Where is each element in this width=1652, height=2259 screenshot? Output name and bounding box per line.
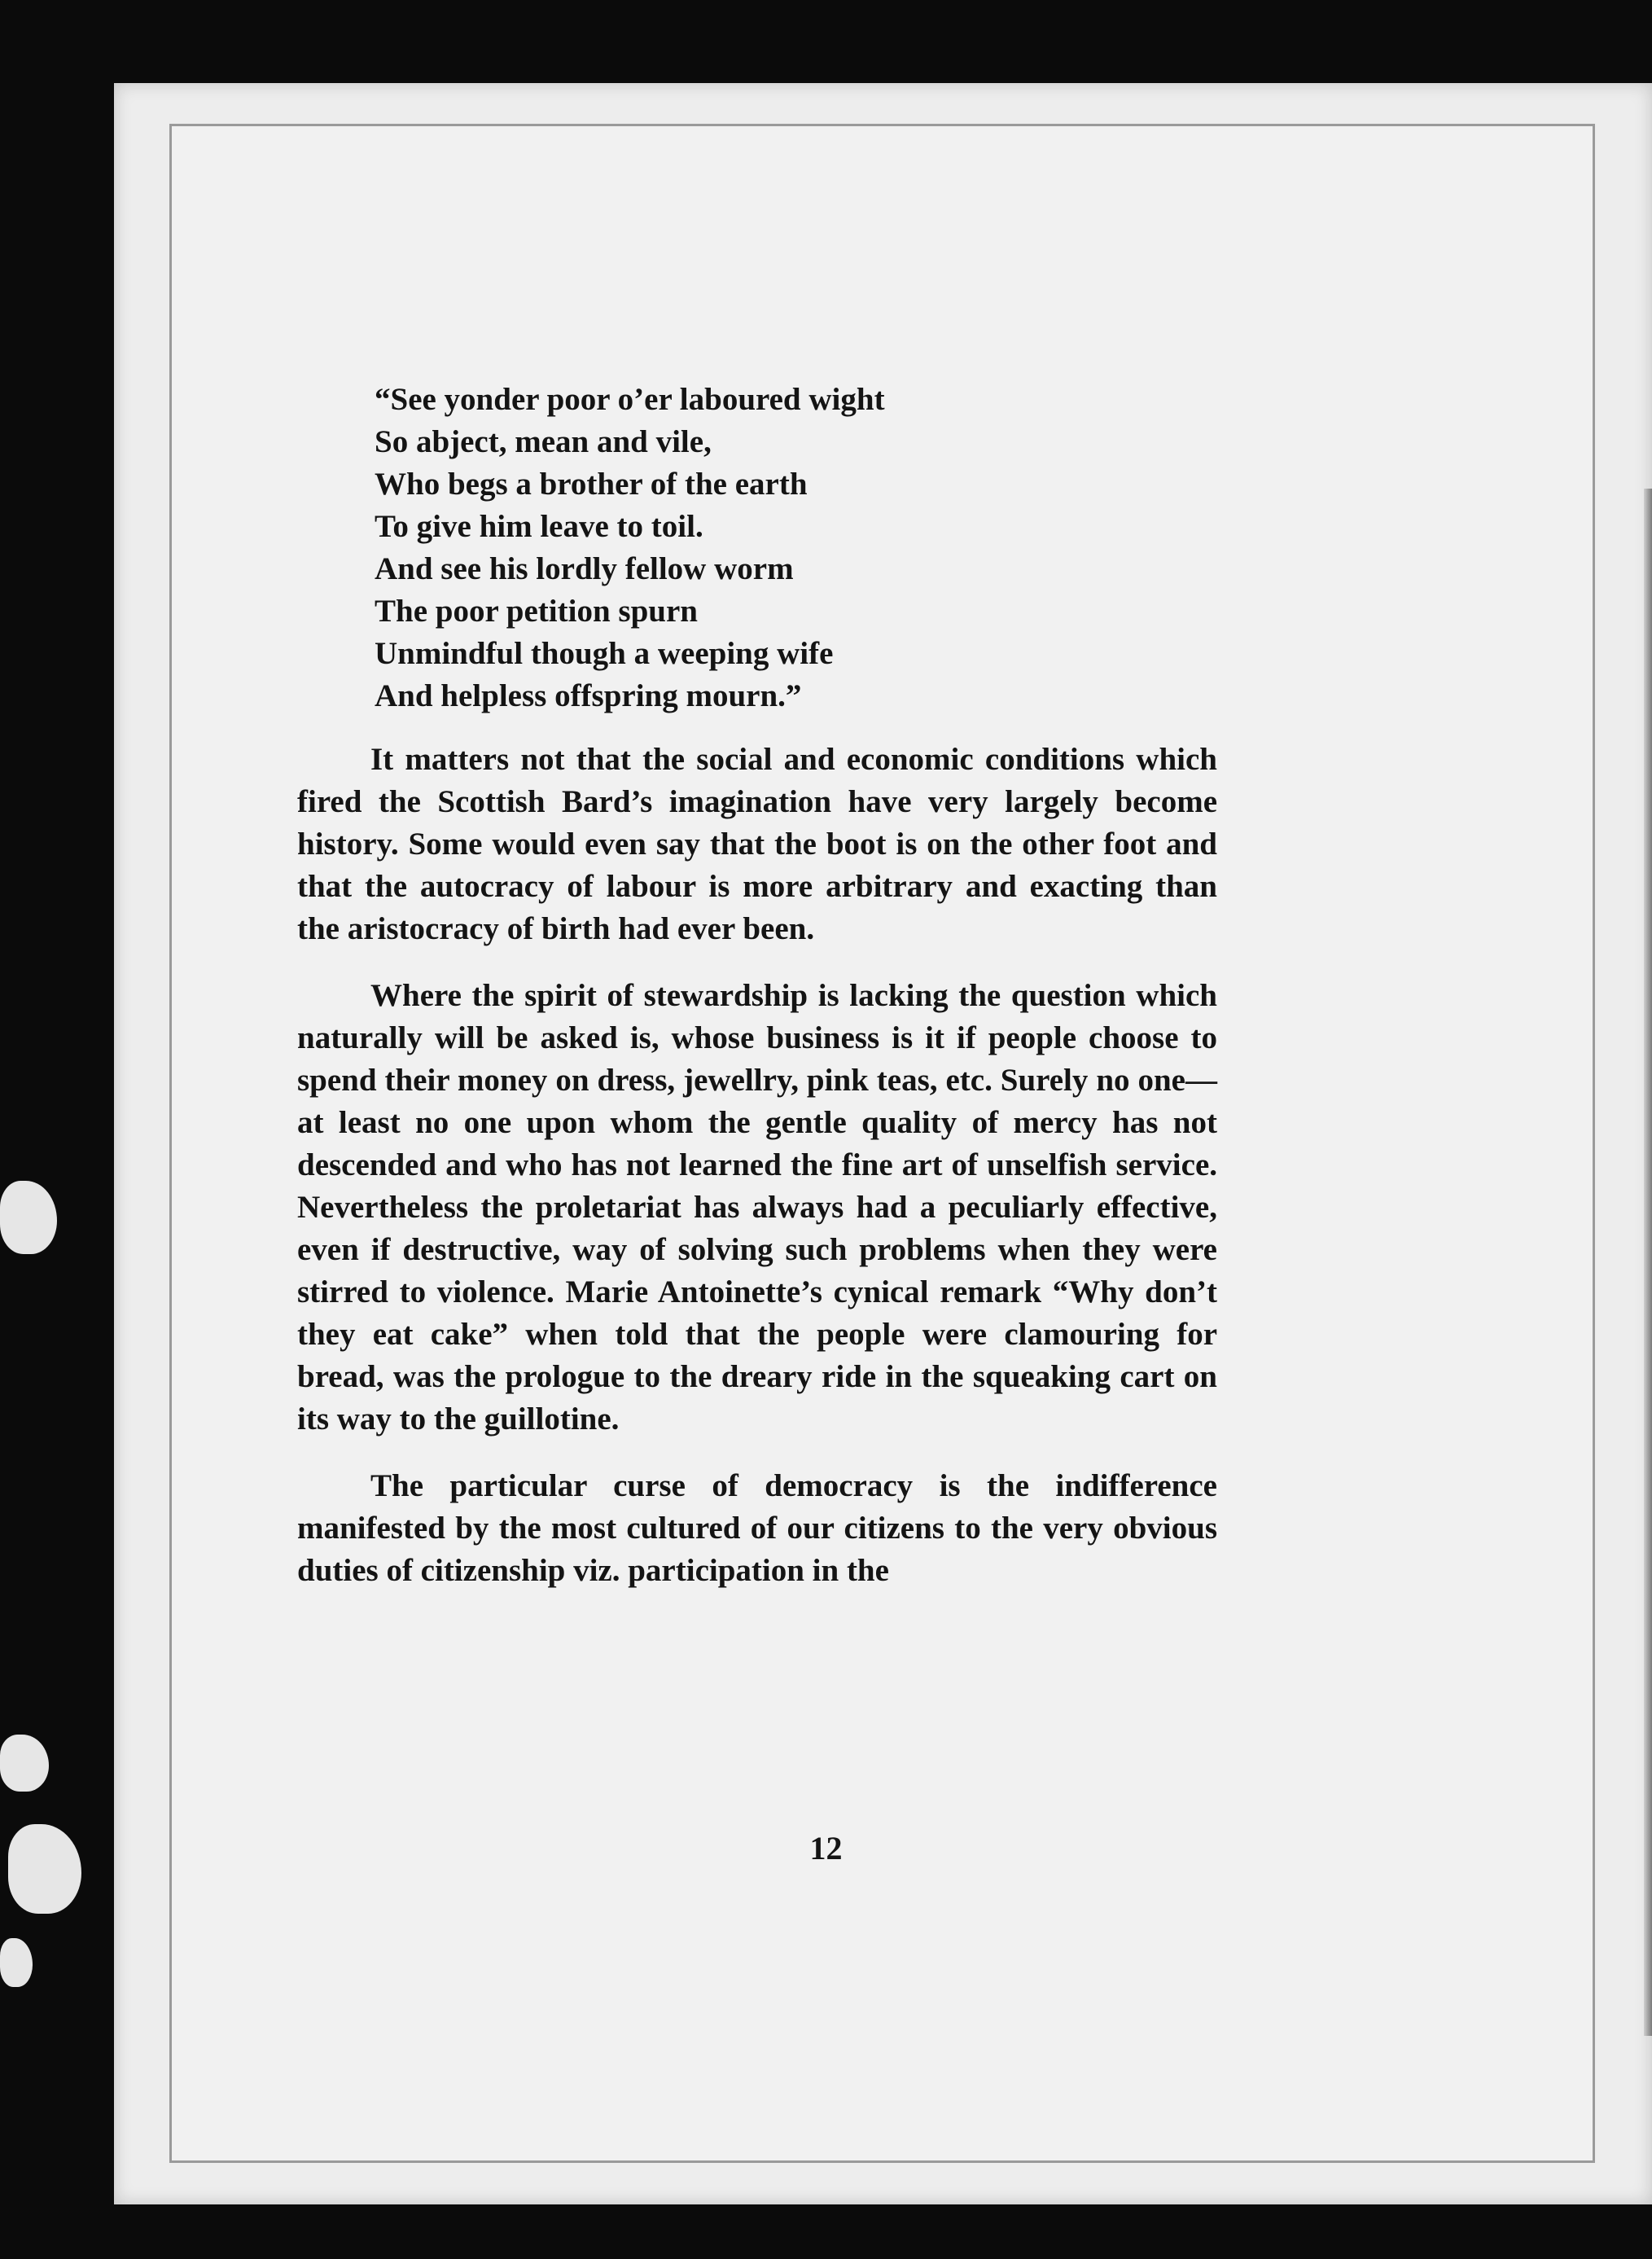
poem-line: So abject, mean and vile, [375,424,712,459]
poem-line: To give him leave to toil. [375,509,703,544]
poem-line: Who begs a brother of the earth [375,467,808,502]
scan-artifact [0,1181,57,1254]
poem-line: Unmindful though a weeping wife [375,636,834,671]
body-paragraph: Where the spirit of stewardship is lacking the question which naturally will be asked is, whose business is it if people choose to spend their money on dress, jewellry, pink teas, etc. Surely no one—at least no one upon whom the gentle quality of mercy has not descended and who has not learned the fine art of unselfish service. Nevertheless the proletariat has always had a peculiarly effective, even if destructive, way of solving such problems when they were stirred to violence. Marie Antoinette’s cynical remark “Why don’t they eat cake” when told that the people were clamouring for bread, was the prologue to the dreary ride in the squeaking cart on its way to the guillotine. [297,978,1217,1437]
page-edge-shadow [1644,489,1652,2036]
body-paragraph: It matters not that the social and economic conditions which fired the Scottish Bard’s imagination have very largely become history. Some would even say that the boot is on the other foot and that the autocracy of labour is more arbitrary and exacting than the aristocracy of birth had ever been. [297,742,1217,946]
poem-stanza [375,379,1217,717]
page-text [297,379,1217,1592]
body-paragraph: The particular curse of democracy is the indifference manifested by the most cultured of our citizens to the very obvious duties of citizenship viz. participation in the [297,1468,1217,1588]
scan-artifact [0,1735,49,1792]
page-number: 12 [809,1830,843,1866]
scan-artifact [0,1938,33,1987]
poem-line: The poor petition spurn [375,594,698,629]
poem-line: “See yonder poor o’er laboured wight [375,382,885,417]
poem-line: And helpless offspring mourn.” [375,678,802,713]
poem-line: And see his lordly fellow worm [375,551,794,586]
